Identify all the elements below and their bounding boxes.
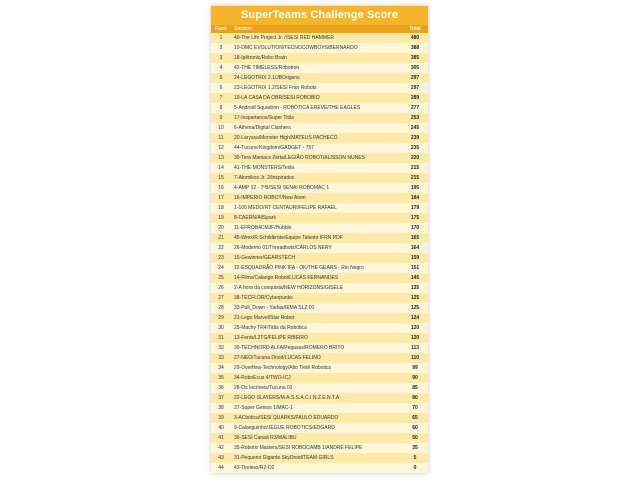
- rank-cell: 44: [218, 465, 224, 471]
- rank-cell: 26: [218, 285, 224, 291]
- session-cell: 35-Robotic Masters/SESI ROBOCAMB 1/ANDRÉ FELIPE: [234, 445, 363, 451]
- table-row: [211, 383, 428, 393]
- session-cell: 9-Calanguinho/JEGUE ROBOTICS/EDGARD: [234, 425, 335, 431]
- table-row: [211, 173, 428, 183]
- rank-cell: 28: [218, 305, 224, 311]
- total-cell: 159: [410, 255, 420, 261]
- session-cell: 8-CAERN/AllSpark: [234, 215, 276, 221]
- total-cell: 60: [412, 425, 418, 431]
- total-cell: 135: [410, 285, 420, 291]
- session-cell: 25-Machy TR4/Titãs da Robótica: [234, 325, 307, 331]
- table-row: [211, 443, 428, 453]
- total-cell: 99: [412, 365, 418, 371]
- rank-cell: 36: [218, 385, 224, 391]
- session-cell: 44-Tucuna Kingdom/GADGET - 757: [234, 145, 315, 151]
- rank-cell: 29: [218, 315, 224, 321]
- session-cell: 37-Super Genios 1/MAC-1: [234, 405, 293, 411]
- session-cell: 42-THE TIMELESS/Robotron: [234, 65, 300, 71]
- rank-cell: 4: [219, 65, 223, 71]
- total-cell: 90: [412, 375, 418, 381]
- session-cell: 30-Tera Maniacs Zetta/LEGIÃO ROBOT/ALISSON NUNES: [234, 155, 365, 161]
- session-cell: 10-DMC EVOLUTION/TECNOCOWBOYS/BERNARDO: [234, 45, 358, 51]
- total-cell: 215: [410, 165, 420, 171]
- session-cell: 14-Filmx/Calango Robot/LUCAS FERNANDES: [234, 275, 339, 281]
- session-cell: 26-Moderno 01/Threadbots/CARLOS NERY: [234, 245, 332, 251]
- total-cell: 239: [410, 135, 420, 141]
- total-cell: 289: [410, 95, 420, 101]
- table-body: [211, 33, 428, 473]
- table-row: [211, 313, 428, 323]
- session-cell: 36-SESI Canaã R3/MALIBU: [234, 435, 297, 441]
- session-cell: 27-NEO/Tucuna Droid/LUCAS FELINO: [234, 355, 321, 361]
- rank-cell: 14: [218, 165, 224, 171]
- table-row: [211, 213, 428, 223]
- total-cell: 215: [410, 175, 420, 181]
- table-row: [211, 233, 428, 243]
- rank-cell: 10: [218, 125, 224, 131]
- table-row: [211, 303, 428, 313]
- rank-cell: 42: [218, 445, 224, 451]
- table-row: [211, 73, 428, 83]
- session-cell: 1-100 MEDO/RT CENTAURI/FELIPE RAFAEL: [234, 205, 337, 211]
- rank-cell: 16: [218, 185, 224, 191]
- total-cell: 35: [412, 445, 418, 451]
- table-row: [211, 393, 428, 403]
- table-row: [211, 323, 428, 333]
- table-row: [211, 153, 428, 163]
- rank-cell: 24: [218, 265, 224, 271]
- total-cell: 480: [410, 35, 420, 41]
- total-cell: 113: [410, 345, 420, 351]
- session-cell: 41-THE MONSTERS/Tesla: [234, 165, 295, 171]
- session-cell: 45-Wrex/R.Schildkröte/Equipe Talento IFRN PDF: [234, 235, 343, 241]
- total-cell: 145: [410, 275, 420, 281]
- session-cell: 11-EFROB4CMJF/Hubble: [234, 225, 292, 231]
- table-row: [211, 183, 428, 193]
- rank-cell: 41: [218, 435, 224, 441]
- total-cell: 0: [413, 465, 417, 471]
- rank-cell: 40: [218, 425, 224, 431]
- session-cell: 34-RoboEcus 4/TWO-ICJ: [234, 375, 291, 381]
- table-row: [211, 103, 428, 113]
- rank-cell: 33: [218, 355, 224, 361]
- rank-cell: 1: [219, 35, 223, 41]
- table-row: [211, 123, 428, 133]
- table-row: [211, 243, 428, 253]
- table-row: [211, 433, 428, 443]
- rank-cell: 39: [218, 415, 224, 421]
- total-cell: 220: [410, 155, 420, 161]
- session-cell: 22-LEGO SLAYERS/M.A.S.S.A.C.I.N.Z.E.N.T.A: [234, 395, 340, 401]
- table-row: [211, 263, 428, 273]
- table-row: [211, 53, 428, 63]
- rank-cell: 22: [218, 245, 224, 251]
- rank-cell: 23: [218, 255, 224, 261]
- session-cell: 40-The Life Project Jr. //SESI RED HAMMER: [234, 35, 335, 41]
- table-row: [211, 163, 428, 173]
- rank-cell: 21: [218, 235, 224, 241]
- rank-cell: 8: [219, 105, 223, 111]
- rank-cell: 35: [218, 375, 224, 381]
- rank-cell: 18: [218, 205, 224, 211]
- header-total: Total: [409, 26, 421, 32]
- table-header: [211, 25, 428, 33]
- table-row: [211, 373, 428, 383]
- header-rank: Rank: [215, 26, 227, 32]
- total-cell: 120: [410, 335, 420, 341]
- session-cell: 13-Fenix/L2TG/FELIPE RIBEIRO: [234, 335, 308, 341]
- rank-cell: 9: [219, 115, 223, 121]
- session-cell: 19-LA CASA DA OBR/SESI ROBOBIO: [234, 95, 320, 101]
- session-cell: 33-Pull_Down - Yadaa/IEMA SLZ 01: [234, 305, 315, 311]
- table-row: [211, 223, 428, 233]
- session-cell: 4-AMP 12 - 7ºB/SESI SENAI ROBOMAC 1: [234, 185, 330, 191]
- total-cell: 151: [410, 265, 420, 271]
- session-cell: 21-Lego Marvel/Star Robot: [234, 315, 295, 321]
- total-cell: 179: [410, 205, 420, 211]
- total-cell: 297: [410, 75, 420, 81]
- total-cell: 235: [410, 145, 420, 151]
- session-cell: 24-LEGOTRIX 2.1/JBOrigens: [234, 75, 300, 81]
- total-cell: 245: [410, 125, 420, 131]
- rank-cell: 34: [218, 365, 224, 371]
- total-cell: 175: [410, 215, 420, 221]
- rank-cell: 15: [218, 175, 224, 181]
- session-cell: 18-Ipêtronic/Robo Brain: [234, 55, 287, 61]
- total-cell: 110: [410, 355, 420, 361]
- table-row: [211, 83, 428, 93]
- rank-cell: 19: [218, 215, 224, 221]
- table-row: [211, 413, 428, 423]
- total-cell: 184: [410, 195, 420, 201]
- session-cell: 20-Laryssa/Monster High/MATEUS PACHECO: [234, 135, 338, 141]
- table-row: [211, 363, 428, 373]
- table-row: [211, 273, 428, 283]
- table-row: [211, 133, 428, 143]
- table-row: [211, 283, 428, 293]
- session-cell: 3-ACbótica/SESI QUARKS/PAULO EDUARDO: [234, 415, 339, 421]
- total-cell: 65: [412, 415, 418, 421]
- session-cell: 23-LEGOTRIX 1.2/SESI Fran Robots: [234, 85, 317, 91]
- session-cell: 31-Pequeno Gigante SkyDroid/TEAM GIRLS: [234, 455, 334, 461]
- table-row: [211, 93, 428, 103]
- total-cell: 80: [412, 395, 418, 401]
- session-cell: 5-Android Squadron - ROBÓTICA EREVE/THE EAGLES: [234, 105, 361, 111]
- total-cell: 125: [410, 295, 420, 301]
- total-cell: 170: [410, 225, 420, 231]
- session-cell: 43-Tireless/R2-D2: [234, 465, 275, 471]
- rank-cell: 31: [218, 335, 224, 341]
- session-cell: 38-TECFLOR/Cyberpunks: [234, 295, 293, 301]
- rank-cell: 17: [218, 195, 224, 201]
- total-cell: 5: [413, 455, 417, 461]
- total-cell: 385: [410, 55, 420, 61]
- table-row: [211, 253, 428, 263]
- session-cell: 2-A hora da conquista/NEW HORIZONS/GISELE: [234, 285, 343, 291]
- session-cell: 7-Atomikos Jr. 2/Inspirados: [234, 175, 295, 181]
- total-cell: 253: [410, 115, 420, 121]
- rank-cell: 12: [218, 145, 224, 151]
- total-cell: 277: [410, 105, 420, 111]
- rank-cell: 30: [218, 325, 224, 331]
- total-cell: 50: [412, 435, 418, 441]
- session-cell: 6-Athena/Digital Clashers: [234, 125, 291, 131]
- rank-cell: 32: [218, 345, 224, 351]
- total-cell: 388: [410, 45, 420, 51]
- table-row: [211, 193, 428, 203]
- total-cell: 120: [410, 325, 420, 331]
- rank-cell: 27: [218, 295, 224, 301]
- rank-cell: 5: [219, 75, 223, 81]
- rank-cell: 7: [219, 95, 223, 101]
- rank-cell: 3: [219, 55, 223, 61]
- total-cell: 305: [410, 65, 420, 71]
- table-row: [211, 63, 428, 73]
- rank-cell: 38: [218, 405, 224, 411]
- table-row: [211, 293, 428, 303]
- table-row: [211, 333, 428, 343]
- scoreboard-table: [211, 6, 428, 473]
- table-row: [211, 343, 428, 353]
- rank-cell: 13: [218, 155, 224, 161]
- total-cell: 164: [410, 245, 420, 251]
- rank-cell: 6: [219, 85, 223, 91]
- session-cell: 28-Os Incríveis/Tucuna 01: [234, 385, 293, 391]
- total-cell: 124: [410, 315, 420, 321]
- session-cell: 29-Overflow-Technology/Alto Tietê Robotics: [234, 365, 331, 371]
- rank-cell: 20: [218, 225, 224, 231]
- scoreboard-title: SuperTeams Challenge Score: [211, 6, 428, 25]
- header-session: Session: [234, 26, 252, 32]
- rank-cell: 43: [218, 455, 224, 461]
- table-row: [211, 113, 428, 123]
- rank-cell: 25: [218, 275, 224, 281]
- table-row: [211, 453, 428, 463]
- session-cell: 15-Gewinner/GEARSTECH: [234, 255, 296, 261]
- total-cell: 125: [410, 305, 420, 311]
- total-cell: 165: [410, 235, 420, 241]
- table-row: [211, 43, 428, 53]
- session-cell: 17-Inspartanos/Super Titãs: [234, 115, 295, 121]
- total-cell: 70: [412, 405, 418, 411]
- total-cell: 297: [410, 85, 420, 91]
- table-row: [211, 353, 428, 363]
- total-cell: 85: [412, 385, 418, 391]
- total-cell: 195: [410, 185, 420, 191]
- rank-cell: 11: [218, 135, 224, 141]
- table-row: [211, 463, 428, 473]
- table-row: [211, 143, 428, 153]
- table-row: [211, 33, 428, 43]
- session-cell: 39-TECHNORD ALFA/Pegasus/ROMERO BRITO: [234, 345, 345, 351]
- table-row: [211, 203, 428, 213]
- rank-cell: 37: [218, 395, 224, 401]
- rank-cell: 2: [219, 45, 223, 51]
- session-cell: 12-ESQUADRÃO PINK IFA - OK/THE GEARS - Rio Negro: [234, 265, 364, 271]
- table-row: [211, 423, 428, 433]
- session-cell: 16-IMPERIO ROBOT/New Atom: [234, 195, 306, 201]
- table-row: [211, 403, 428, 413]
